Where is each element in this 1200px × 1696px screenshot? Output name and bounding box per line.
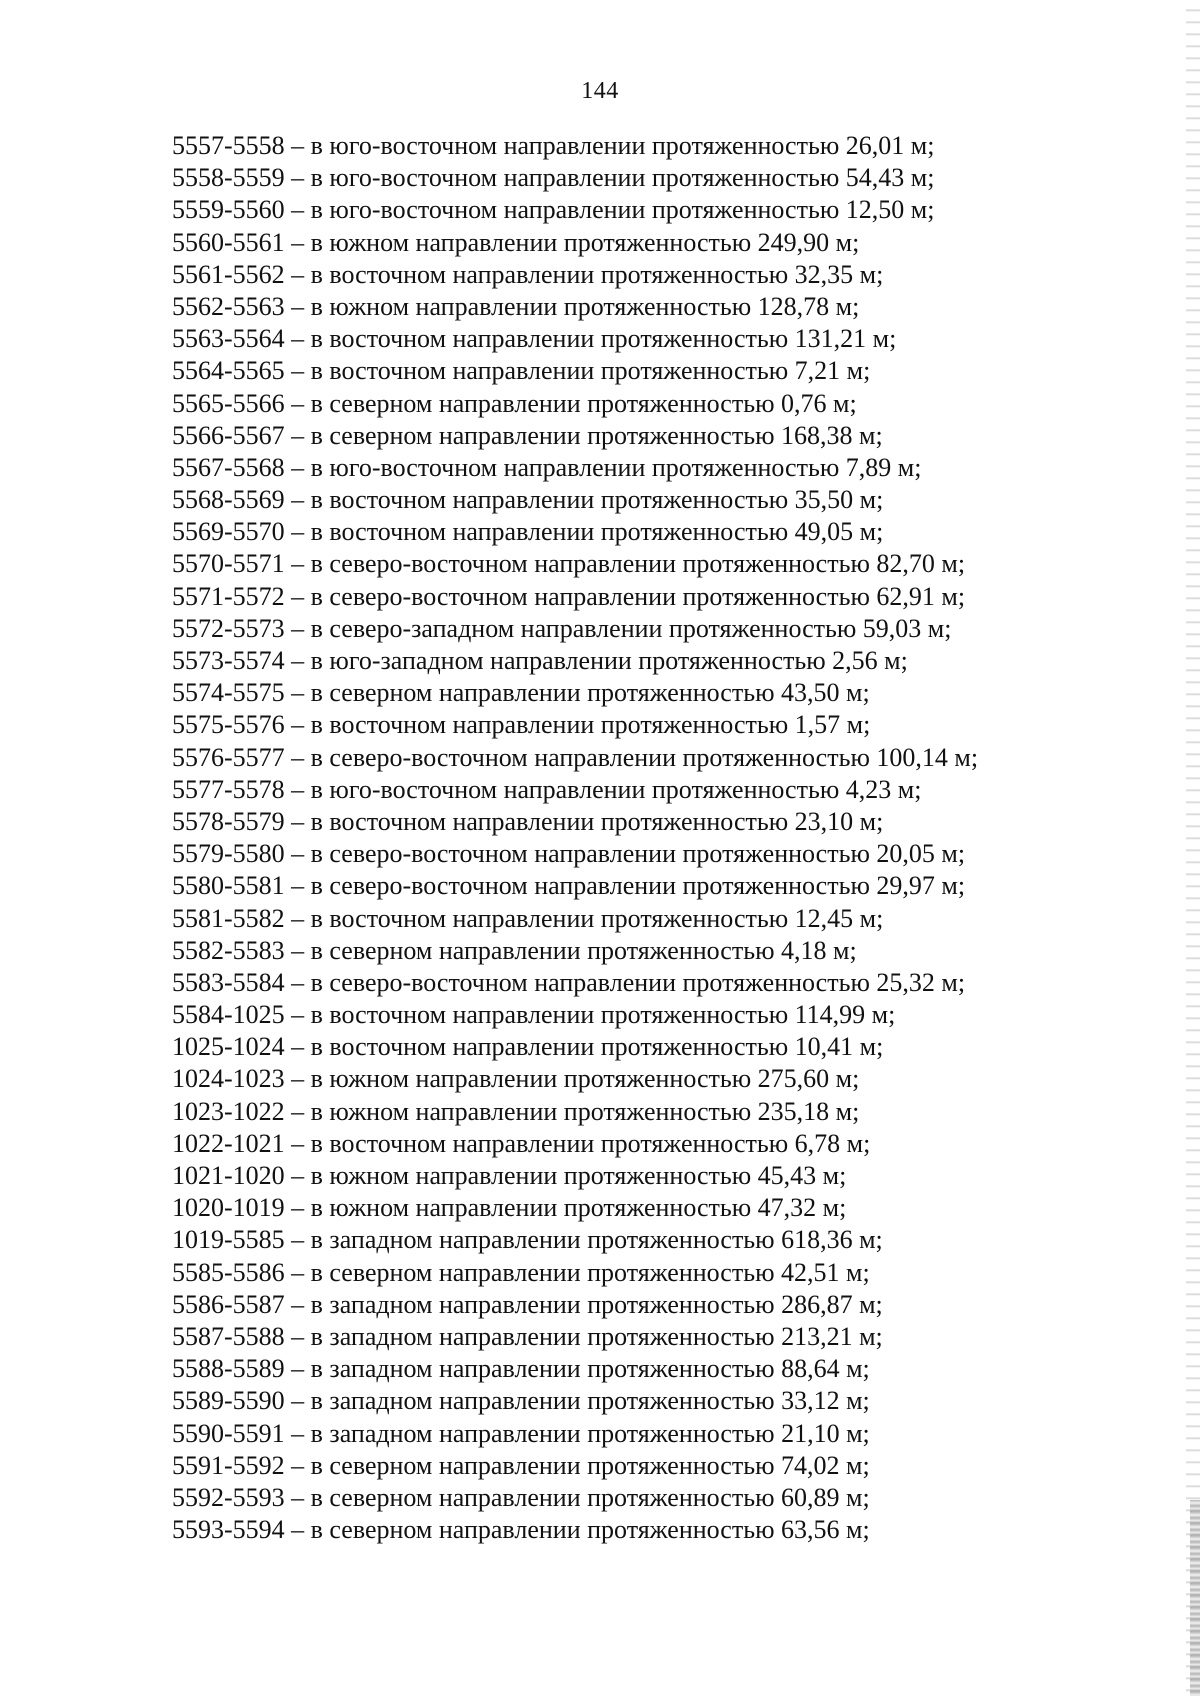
list-item: 5570-5571 – в северо-восточном направлении протяженностью 82,70 м; bbox=[172, 549, 966, 579]
page-number: 144 bbox=[581, 78, 619, 104]
list-item: 5588-5589 – в западном направлении протяженностью 88,64 м; bbox=[172, 1354, 870, 1384]
list-item: 5584-1025 – в восточном направлении протяженностью 114,99 м; bbox=[172, 1000, 896, 1030]
list-item: 5563-5564 – в восточном направлении протяженностью 131,21 м; bbox=[172, 324, 897, 354]
list-item: 5572-5573 – в северо-западном направлении протяженностью 59,03 м; bbox=[172, 613, 952, 643]
list-item: 5569-5570 – в восточном направлении протяженностью 49,05 м; bbox=[172, 517, 884, 547]
list-item: 5561-5562 – в восточном направлении протяженностью 32,35 м; bbox=[172, 259, 884, 289]
list-item: 1019-5585 – в западном направлении протяженностью 618,36 м; bbox=[172, 1225, 883, 1255]
list-item: 5562-5563 – в южном направлении протяженностью 128,78 м; bbox=[172, 291, 860, 321]
list-item: 5558-5559 – в юго-восточном направлении протяженностью 54,43 м; bbox=[172, 163, 935, 193]
list-item: 5568-5569 – в восточном направлении протяженностью 35,50 м; bbox=[172, 485, 884, 515]
list-item: 1022-1021 – в восточном направлении протяженностью 6,78 м; bbox=[172, 1128, 871, 1158]
list-item: 5564-5565 – в восточном направлении протяженностью 7,21 м; bbox=[172, 356, 871, 386]
boundary-description-list bbox=[172, 130, 1112, 1546]
list-item: 5585-5586 – в северном направлении протяженностью 42,51 м; bbox=[172, 1257, 870, 1287]
list-item: 5579-5580 – в северо-восточном направлении протяженностью 20,05 м; bbox=[172, 839, 966, 869]
list-item: 5592-5593 – в северном направлении протяженностью 60,89 м; bbox=[172, 1482, 870, 1512]
list-item: 5590-5591 – в западном направлении протяженностью 21,10 м; bbox=[172, 1418, 870, 1448]
scan-edge-artifact bbox=[1186, 0, 1200, 1696]
list-item: 5582-5583 – в северном направлении протяженностью 4,18 м; bbox=[172, 935, 857, 965]
list-item: 5577-5578 – в юго-восточном направлении протяженностью 4,23 м; bbox=[172, 774, 922, 804]
list-item: 5573-5574 – в юго-западном направлении протяженностью 2,56 м; bbox=[172, 646, 908, 675]
list-item: 5565-5566 – в северном направлении протяженностью 0,76 м; bbox=[172, 388, 857, 418]
list-item: 5578-5579 – в восточном направлении протяженностью 23,10 м; bbox=[172, 806, 884, 836]
list-item: 5591-5592 – в северном направлении протяженностью 74,02 м; bbox=[172, 1450, 870, 1480]
list-item: 5566-5567 – в северном направлении протяженностью 168,38 м; bbox=[172, 420, 883, 450]
list-item: 1025-1024 – в восточном направлении протяженностью 10,41 м; bbox=[172, 1032, 884, 1062]
list-item: 5581-5582 – в восточном направлении протяженностью 12,45 м; bbox=[172, 903, 884, 933]
list-item: 5583-5584 – в северо-восточном направлении протяженностью 25,32 м; bbox=[172, 967, 966, 997]
list-item: 5575-5576 – в восточном направлении протяженностью 1,57 м; bbox=[172, 710, 871, 740]
list-item: 5557-5558 – в юго-восточном направлении протяженностью 26,01 м; bbox=[172, 131, 935, 160]
list-item: 5571-5572 – в северо-восточном направлении протяженностью 62,91 м; bbox=[172, 581, 966, 611]
list-item: 1021-1020 – в южном направлении протяженностью 45,43 м; bbox=[172, 1161, 847, 1190]
list-item: 5576-5577 – в северо-восточном направлении протяженностью 100,14 м; bbox=[172, 742, 979, 772]
list-item: 5586-5587 – в западном направлении протяженностью 286,87 м; bbox=[172, 1289, 883, 1319]
list-item: 1023-1022 – в южном направлении протяженностью 235,18 м; bbox=[172, 1096, 860, 1126]
list-item: 5559-5560 – в юго-восточном направлении протяженностью 12,50 м; bbox=[172, 195, 935, 225]
list-item: 5580-5581 – в северо-восточном направлении протяженностью 29,97 м; bbox=[172, 871, 966, 901]
list-item: 1024-1023 – в южном направлении протяженностью 275,60 м; bbox=[172, 1064, 860, 1094]
list-item: 1020-1019 – в южном направлении протяженностью 47,32 м; bbox=[172, 1193, 847, 1223]
list-item: 5593-5594 – в северном направлении протяженностью 63,56 м; bbox=[172, 1515, 870, 1545]
list-item: 5560-5561 – в южном направлении протяженностью 249,90 м; bbox=[172, 227, 860, 257]
scan-edge-artifact bbox=[1190, 1500, 1200, 1696]
list-item: 5574-5575 – в северном направлении протяженностью 43,50 м; bbox=[172, 678, 870, 708]
list-item: 5589-5590 – в западном направлении протяженностью 33,12 м; bbox=[172, 1386, 870, 1416]
list-item: 5587-5588 – в западном направлении протяженностью 213,21 м; bbox=[172, 1321, 883, 1351]
list-item: 5567-5568 – в юго-восточном направлении протяженностью 7,89 м; bbox=[172, 452, 922, 482]
